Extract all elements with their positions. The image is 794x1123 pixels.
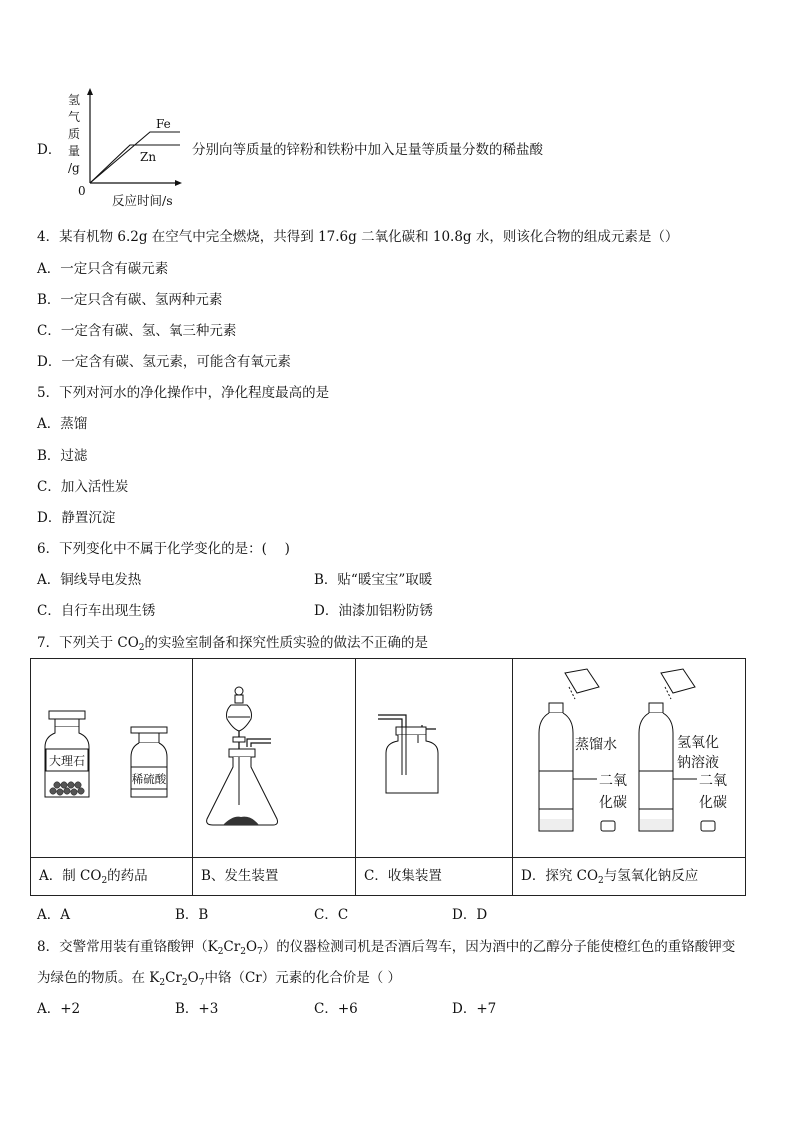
gas-label-1b: 化碳 [599,795,627,811]
q5-stem: 5．下列对河水的净化操作中，净化程度最高的是 [37,385,330,401]
q6-option-b: B．贴“暖宝宝”取暖 [314,572,433,588]
gas-label-2a: 二氧 [699,773,727,789]
q7-caption-a: A．制 $CO_2$的药品 [31,857,193,896]
q8-stem-line-1: 8．交警常用装有重铬酸钾$(K_2Cr_2O_7)$的仪器检测司机是否酒后驾车，因为酒中的乙醇分子能使橙红色的重铬酸钾变 [37,939,736,957]
q6-stem: 6．下列变化中不属于化学变化的是：( ) [37,541,290,557]
gas-label-2b: 化碳 [699,795,727,811]
jar1-label: 大理石 [48,754,86,768]
beaker-1 [565,669,599,693]
bottle-2 [639,713,673,831]
funnel-stopcock [233,737,245,742]
zn-fe-hydrogen-graph [60,88,200,210]
graph-origin: 0 [78,184,86,198]
q8-option-d: D．+7 [452,1001,497,1017]
q7-option-a: A．A [37,907,70,923]
marble-chips [50,782,84,795]
q3-option-d-text: 分别向等质量的锌粉和铁粉中加入足量等质量分数的稀盐酸 [192,142,543,158]
graph-x-arrow [175,180,182,186]
bottle-1-label: 蒸馏水 [575,737,617,753]
q7-stem: 7．下列关于 $CO_2$的实验室制备和探究性质实验的做法不正确的是 [37,635,429,653]
graph-zn-label: Zn [140,150,157,164]
graph-y-label-3: 质 [68,127,81,141]
q4-stem: 4．某有机物 6.2g 在空气中完全燃烧，共得到 17.6g 二氧化碳和 10.8g 水，则该化合物的组成元素是（） [37,229,679,245]
q8-option-b: B．+3 [175,1001,219,1017]
q6-option-d: D．油漆加铝粉防锈 [314,603,433,619]
q4-option-d: D．一定含有碳、氢元素，可能含有氧元素 [37,354,291,370]
bottle-stopper [396,727,426,735]
bottle-1 [539,713,573,831]
graph-zn-line [90,145,180,183]
q7-caption-c: C．收集装置 [356,857,513,896]
q3-option-d-label: D． [37,142,62,158]
q8-stem-line-2: 为绿色的物质。在 $K_2Cr_2O_7$中铬（Cr）元素的化合价是（ ） [37,970,402,988]
graph-y-label-2: 气 [68,110,81,124]
gas-label-1a: 二氧 [599,773,627,789]
bottle-2-label-1: 氢氧化 [677,735,719,751]
q5-option-d: D．静置沉淀 [37,510,116,526]
q6-option-a: A．铜线导电发热 [37,572,142,588]
graph-y-label-4: 量 [68,144,81,158]
graph-y-label-5: /g [68,161,80,175]
graph-fe-label: Fe [156,117,171,131]
q8-option-a: A．+2 [37,1001,81,1017]
flask-stopper [229,749,255,757]
q6-option-c: C．自行车出现生锈 [37,603,156,619]
q7-option-c: C．C [314,907,349,923]
jar1-stopper [49,711,85,719]
q7-figure-c [356,659,513,857]
q7-option-d: D．D [452,907,488,923]
beaker-2 [661,669,695,693]
q4-option-c: C．一定含有碳、氢、氧三种元素 [37,323,237,339]
q7-figure-a [31,659,193,857]
graph-fe-line [90,132,180,183]
graph-y-arrow [87,88,93,95]
graph-y-label-1: 氢 [68,93,81,107]
q7-figure-b [193,659,356,857]
q5-option-b: B．过滤 [37,448,88,464]
q7-caption-b: B、发生装置 [193,857,356,896]
q7-option-b: B．B [175,907,209,923]
q8-option-c: C．+6 [314,1001,358,1017]
conical-flask [207,757,278,825]
bottle-2-label-2: 钠溶液 [677,755,719,771]
q7-caption-d: D．探究 $CO_2$与氢氧化钠反应 [521,868,699,886]
graph-x-label: 反应时间/s [112,193,173,208]
gas-bottle [386,735,438,793]
funnel-bulb [227,705,252,731]
bottle-cap-2 [701,821,715,831]
jar2-label: 稀硫酸 [131,772,167,786]
q5-option-a: A．蒸馏 [37,416,88,432]
jar2-stopper [131,727,167,733]
bottle-cap-1 [601,821,615,831]
q7-figure-d [513,659,747,857]
q4-option-b: B．一定只含有碳、氢两种元素 [37,292,223,308]
q4-option-a: A．一定只含有碳元素 [37,261,169,277]
q7-figure-table [30,658,746,896]
q5-option-c: C．加入活性炭 [37,479,129,495]
